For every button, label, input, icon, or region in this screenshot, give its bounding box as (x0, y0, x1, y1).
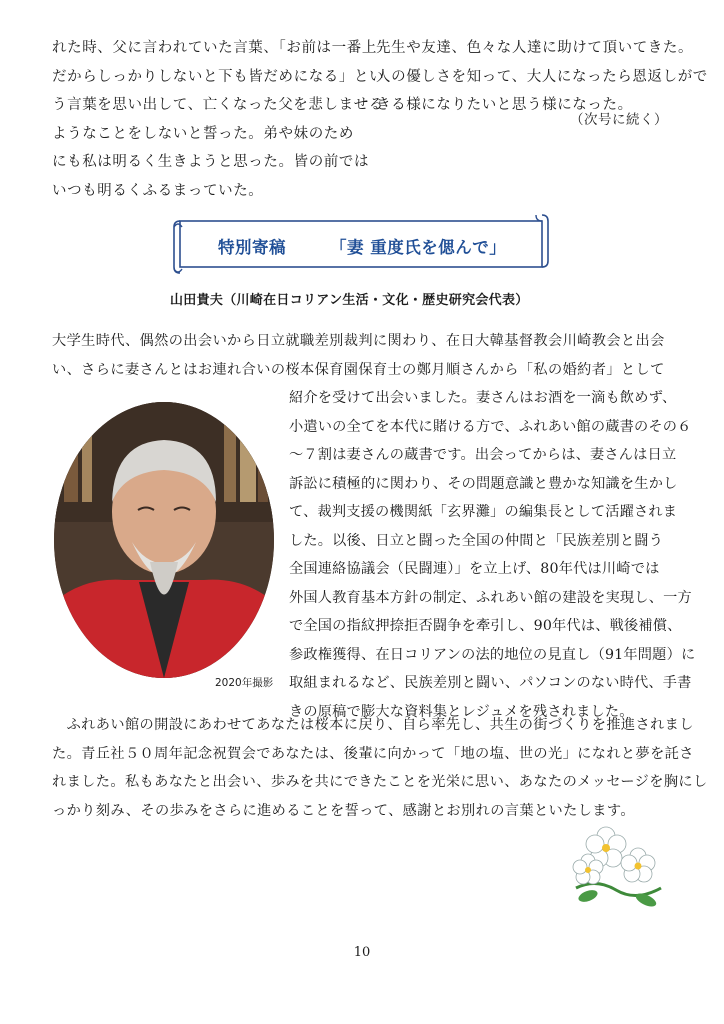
continued-note: （次号に続く） (570, 112, 668, 128)
article-banner (172, 213, 552, 275)
text-line: て、裁判支援の機関紙「玄界灘」の編集長として活躍されま (289, 504, 678, 520)
article-closing (52, 711, 708, 825)
text-line: ふれあい館の開設にあわせてあなたは桜本に戻り、自ら率先し、共生の街づくりを推進されまし (52, 717, 694, 733)
text-line: 取組まれるなど、民族差別と闘い、パソコンのない時代、手書 (289, 675, 692, 691)
text-line: れました。私もあなたと出会い、歩みを共にできたことを光栄に思い、あなたのメッセージを胸にし (52, 774, 708, 790)
text-line: きの原稿で膨大な資料集とレジュメを残されました。 (289, 703, 634, 720)
text-line: う言葉を思い出して、亡くなった父を悲しませる (52, 97, 384, 113)
photo-caption: 2020年撮影 (215, 677, 274, 689)
text-line: きる様になりたいと思う様になった。 (376, 97, 633, 113)
text-line: した。以後、日立と闘った全国の仲間と「民族差別と闘う (289, 532, 664, 549)
text-line: 先生や友達、色々な人達に助けて頂いてきた。 (376, 40, 694, 56)
previous-article-left-column (52, 34, 385, 205)
text-line: 大学生時代、偶然の出会いから日立就職差別裁判に関わり、在日大韓基督教会川崎教会と出会 (52, 333, 665, 349)
author-byline: 山田貴夫（川崎在日コリアン生活・文化・歴史研究会代表） (170, 293, 529, 308)
article-intro (52, 327, 672, 384)
text-line: っかり刻み、その歩みをさらに進めることを誓って、感謝とお別れの言葉といたします。 (52, 802, 635, 819)
text-line: で全国の指紋押捺拒否闘争を牽引し、90年代は、戦後補償、 (289, 618, 682, 634)
banner-label: 特別寄稿 (218, 238, 286, 257)
text-line: ようなことをしないと誓った。弟や妹のため (52, 125, 354, 142)
text-line: 紹介を受けて出会いました。妻さんはお酒を一滴も飲めず、 (289, 390, 677, 406)
text-line: 参政権獲得、在日コリアンの法的地位の見直し（91年問題）に (289, 646, 696, 663)
previous-article-right-column (376, 34, 708, 120)
flower-icon (566, 818, 676, 918)
text-line: 訴訟に積極的に関わり、その問題意識と豊かな知識を生かし (289, 475, 678, 492)
text-line: 人の優しさを知って、大人になったら恩返しがで (376, 68, 708, 85)
portrait-image (54, 402, 274, 678)
text-line: いつも明るくふるまっていた。 (52, 182, 264, 199)
text-line: れた時、父に言われていた言葉、「お前は一番上 (52, 40, 377, 56)
text-line: 外国人教育基本方針の制定、ふれあい館の建設を実現し、一方 (289, 589, 692, 606)
text-line: 小遣いの全てを本代に賭ける方で、ふれあい館の蔵書のその６ (289, 418, 692, 435)
text-line: 全国連絡協議会（民闘連）」を立上げ、80年代は川崎では (289, 561, 660, 577)
portrait-photo (54, 402, 274, 678)
text-line: にも私は明るく生きようと思った。皆の前では (52, 154, 370, 170)
text-line: た。青丘社５０周年記念祝賀会であなたは、後輩に向かって「地の塩、世の光」になれと夢を託さ (52, 745, 694, 762)
flower-illustration (566, 818, 676, 918)
article-body-column (289, 384, 696, 726)
text-line: ～７割は妻さんの蔵書です。出会ってからは、妻さんは日立 (289, 447, 677, 463)
text-line: だからしっかりしないと下も皆だめになる」とい (52, 68, 385, 85)
banner-title: 「妻 重度氏を偲んで」 (330, 238, 507, 257)
text-line: い、さらに妻さんとはお連れ合いの桜本保育園保育士の鄭月順さんから「私の婚約者」として (52, 361, 665, 378)
page-number: 10 (353, 945, 371, 960)
